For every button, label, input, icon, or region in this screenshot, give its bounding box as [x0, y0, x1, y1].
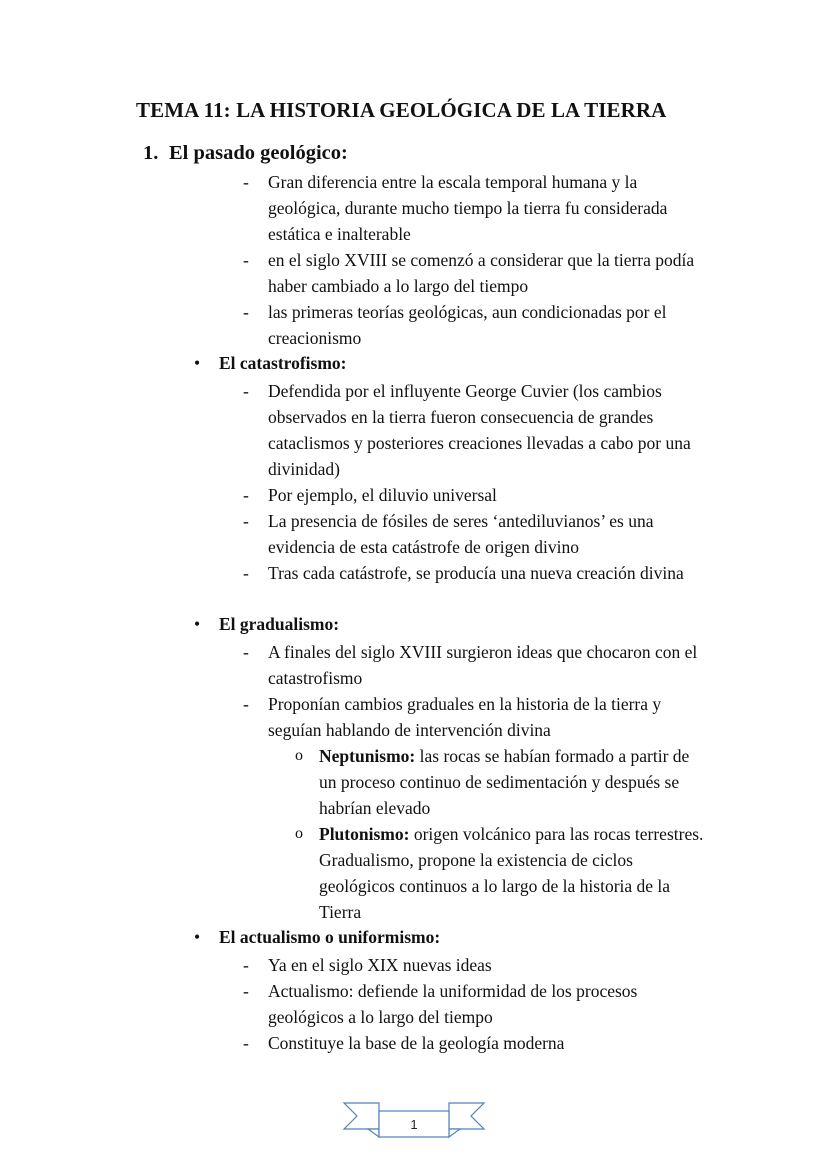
bullet-marker: •: [194, 353, 201, 373]
list-item: [243, 560, 708, 586]
dash-marker: -: [243, 302, 249, 322]
subsection-heading-catastrofismo: [194, 353, 347, 374]
list-item-text: Ya en el siglo XIX nuevas ideas: [268, 955, 492, 975]
section-heading-text: El pasado geológico:: [169, 142, 348, 164]
list-item: [243, 169, 708, 247]
list-item-text: Constituye la base de la geología moderna: [268, 1033, 565, 1053]
list-item: [243, 639, 708, 691]
dash-marker: -: [243, 642, 249, 662]
dash-marker: -: [243, 981, 249, 1001]
subsection-heading-text: El catastrofismo:: [219, 353, 347, 373]
subsection-heading-text: El gradualismo:: [219, 614, 340, 634]
dash-marker: -: [243, 955, 249, 975]
list-item-text: Tras cada catástrofe, se producía una nueva creación divina: [268, 563, 684, 583]
page-number: 1: [410, 1117, 418, 1132]
page-number-footer: [341, 1099, 487, 1143]
list-item-text: La presencia de fósiles de seres ‘antediluvianos’ es una evidencia de esta catástrofe de origen divino: [268, 511, 654, 557]
document-title: TEMA 11: LA HISTORIA GEOLÓGICA DE LA TIERRA: [136, 98, 667, 122]
list-item: [243, 299, 708, 351]
list-item-text: Actualismo: defiende la uniformidad de los procesos geológicos a lo largo del tiempo: [268, 981, 638, 1027]
subsection-heading-text: El actualismo o uniformismo:: [219, 927, 441, 947]
circle-marker: o: [295, 825, 303, 842]
dash-marker: -: [243, 250, 249, 270]
bullet-marker: •: [194, 927, 201, 947]
dash-marker: -: [243, 1033, 249, 1053]
list-item: [243, 952, 708, 978]
list-item-text: las primeras teorías geológicas, aun condicionadas por el creacionismo: [268, 302, 667, 348]
subsection-heading-gradualismo: [194, 614, 339, 635]
dash-marker: -: [243, 485, 249, 505]
dash-marker: -: [243, 172, 249, 192]
list-item: [243, 1030, 708, 1056]
sub-list-item-content: [319, 743, 710, 821]
sub-list-item-neptunismo: [295, 743, 710, 821]
subsection-heading-actualismo: [194, 927, 440, 948]
sub-list-item-content: [319, 821, 710, 925]
dash-marker: -: [243, 694, 249, 714]
list-item-text: Defendida por el influyente George Cuvier (los cambios observados en la tierra fueron consecuencia de grandes cataclismos y posteriores creaciones llevadas a cabo por una divinidad): [268, 381, 691, 479]
sub-list-item-term: Plutonismo:: [319, 824, 410, 844]
list-item-text: Proponían cambios graduales en la historia de la tierra y seguían hablando de intervención divina: [268, 694, 662, 740]
circle-marker: o: [295, 747, 303, 764]
list-item: [243, 691, 708, 743]
list-item-text: en el siglo XVIII se comenzó a considerar que la tierra podía haber cambiado a lo largo del tiempo: [268, 250, 695, 296]
sub-list-item-text: origen volcánico para las rocas terrestres. Gradualismo, propone la existencia de ciclos geológicos continuos a lo largo de la historia de la Tierra: [319, 824, 704, 922]
list-item-text: Por ejemplo, el diluvio universal: [268, 485, 497, 505]
list-item: [243, 378, 708, 482]
list-item: [243, 247, 708, 299]
dash-marker: -: [243, 563, 249, 583]
section-number: 1.: [143, 142, 159, 164]
list-item-text: A finales del siglo XVIII surgieron ideas que chocaron con el catastrofismo: [268, 642, 698, 688]
sub-list-item-plutonismo: [295, 821, 710, 925]
section-heading: [143, 142, 348, 165]
sub-list-item-text: las rocas se habían formado a partir de un proceso continuo de sedimentación y después se habrían elevado: [319, 746, 690, 818]
list-item: [243, 508, 708, 560]
dash-marker: -: [243, 511, 249, 531]
dash-marker: -: [243, 381, 249, 401]
bullet-marker: •: [194, 614, 201, 634]
list-item-text: Gran diferencia entre la escala temporal humana y la geológica, durante mucho tiempo la tierra fu considerada estática e inalterable: [268, 172, 668, 244]
sub-list-item-term: Neptunismo:: [319, 746, 416, 766]
list-item: [243, 978, 708, 1030]
list-item: [243, 482, 708, 508]
